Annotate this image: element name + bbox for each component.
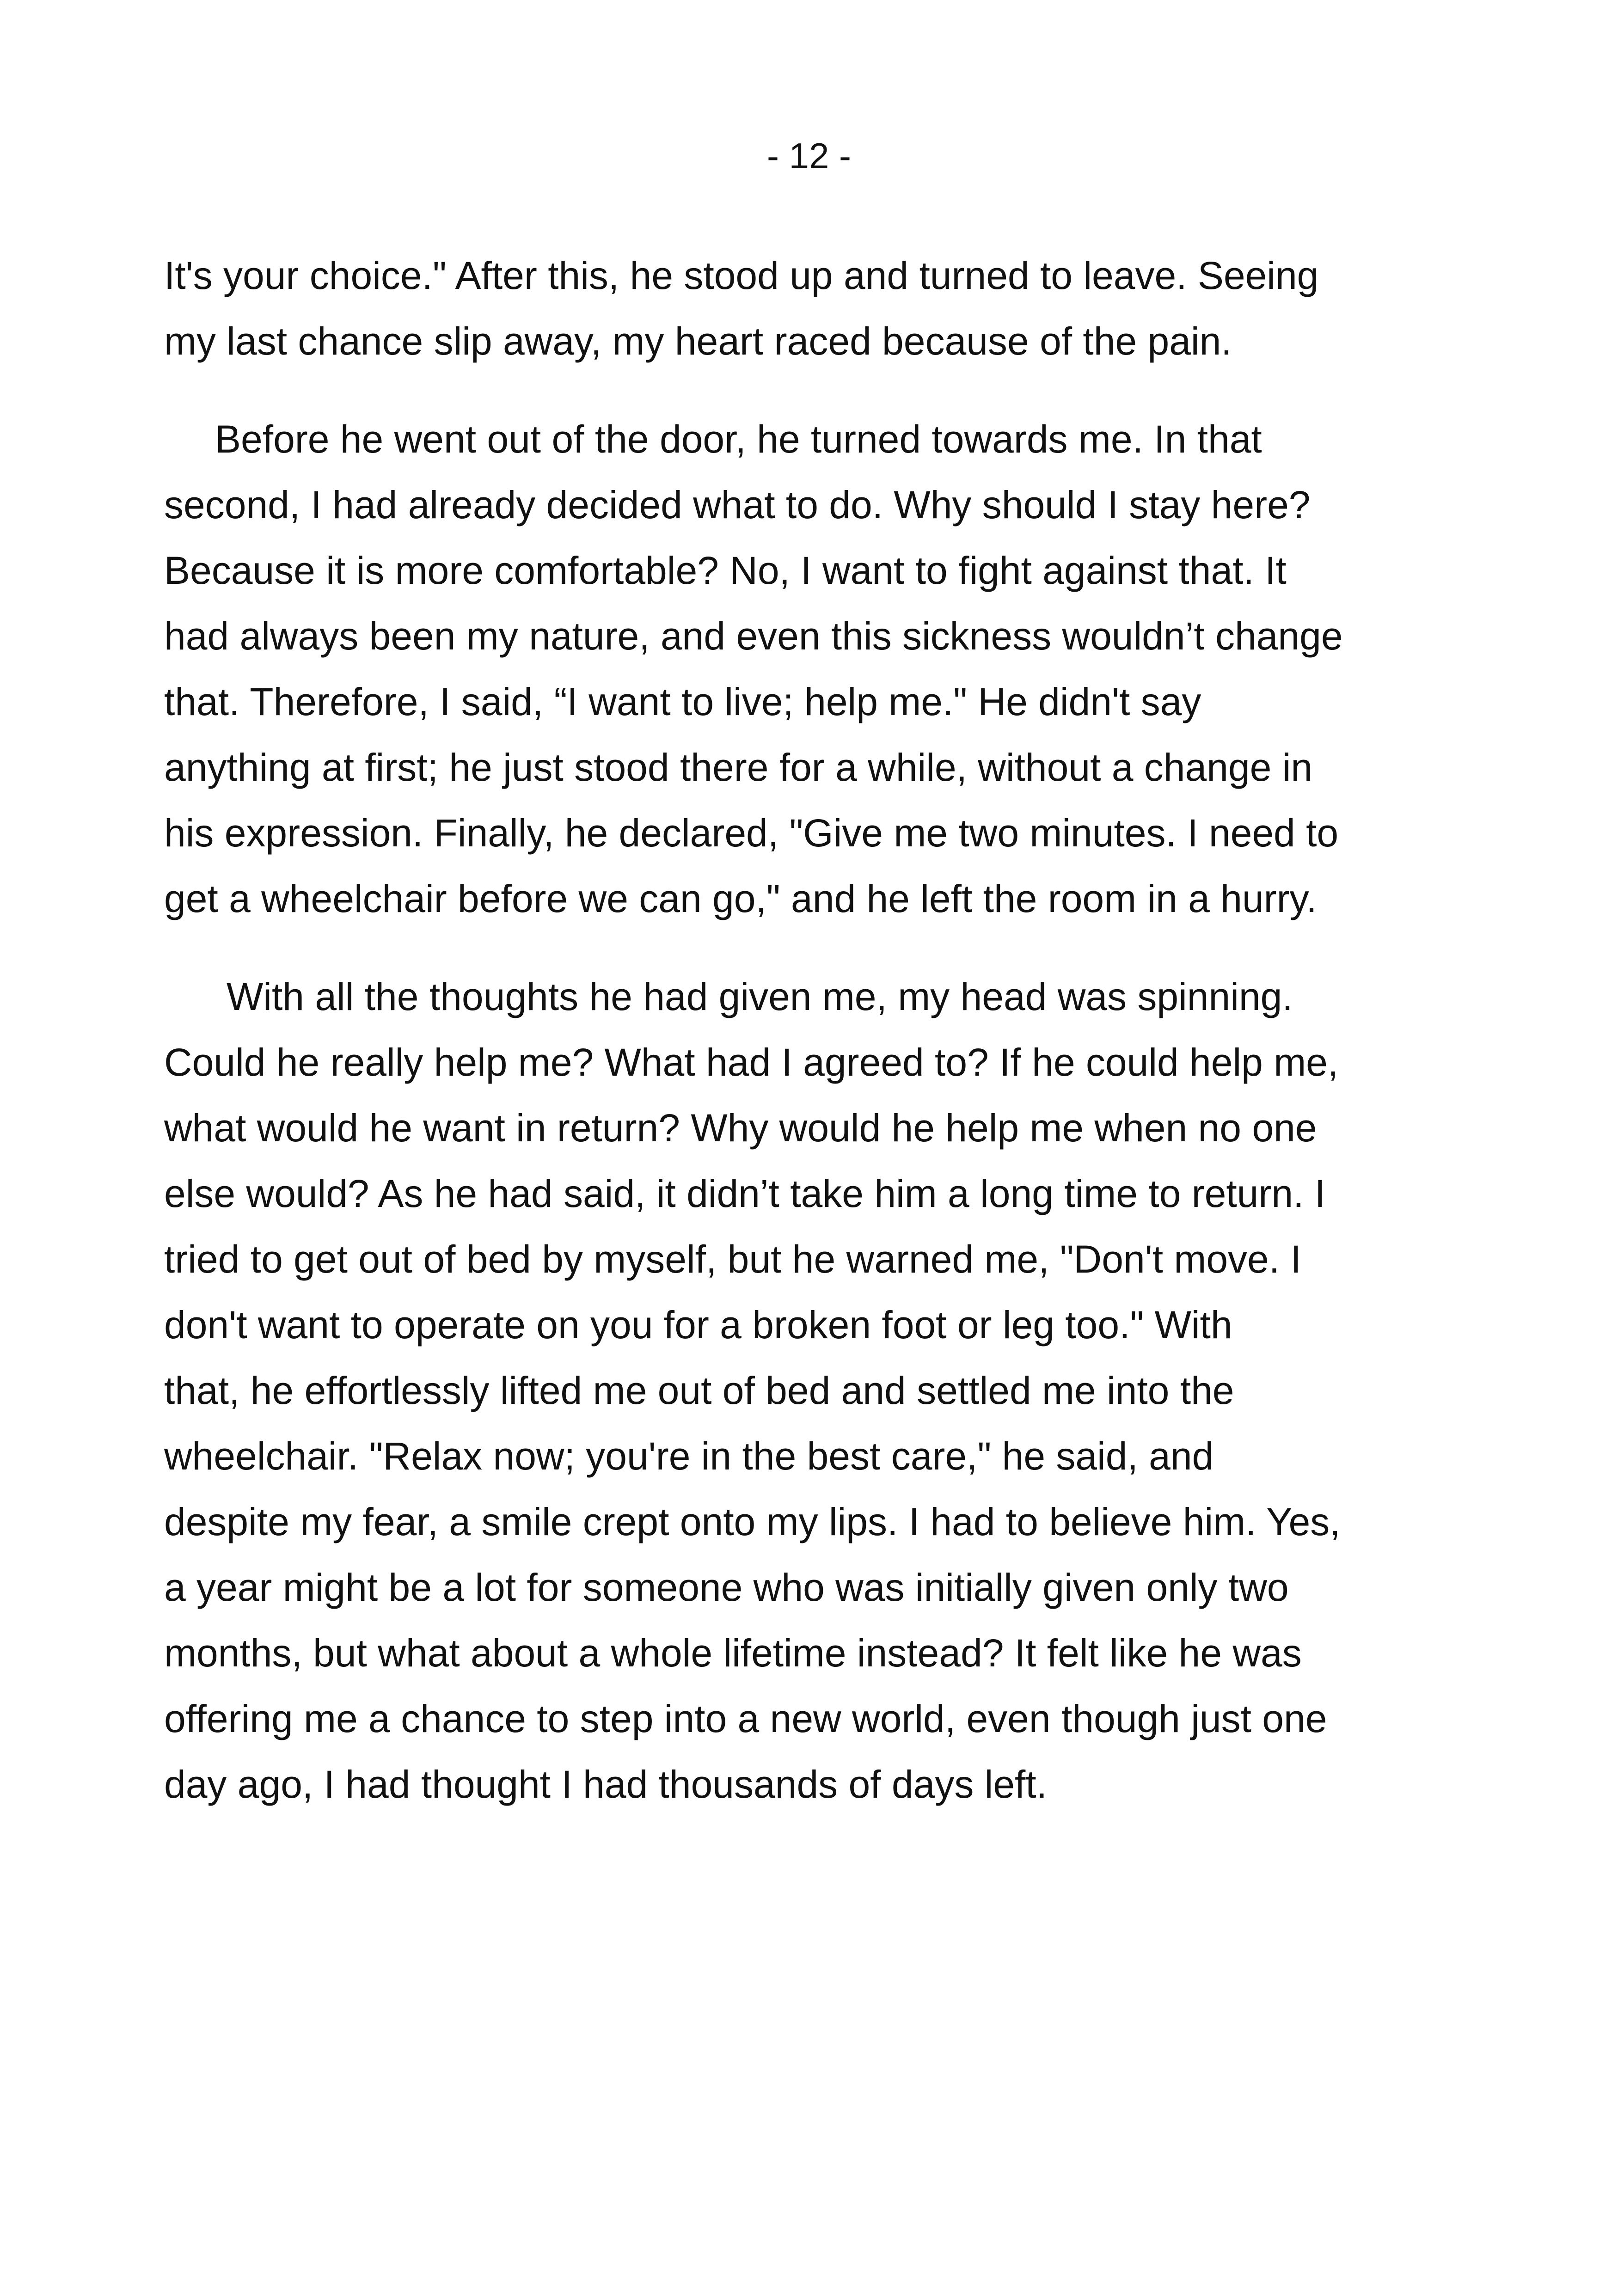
text-line: anything at first; he just stood there for a while, without a change in xyxy=(164,746,1313,789)
text-line: get a wheelchair before we can go," and he left the room in a hurry. xyxy=(164,877,1317,920)
text-line: despite my fear, a smile crept onto my lips. I had to believe him. Yes, xyxy=(164,1500,1341,1543)
text-line: It's your choice." After this, he stood up and turned to leave. Seeing xyxy=(164,254,1319,297)
text-line: second, I had already decided what to do. Why should I stay here? xyxy=(164,483,1311,527)
text-line: wheelchair. "Relax now; you're in the best care," he said, and xyxy=(164,1434,1214,1478)
text-line: day ago, I had thought I had thousands of days left. xyxy=(164,1763,1048,1806)
text-line: With all the thoughts he had given me, my head was spinning. xyxy=(227,975,1293,1018)
text-line: Could he really help me? What had I agreed to? If he could help me, xyxy=(164,1041,1339,1084)
text-line: what would he want in return? Why would he help me when no one xyxy=(164,1106,1317,1150)
text-line: his expression. Finally, he declared, "Give me two minutes. I need to xyxy=(164,811,1339,855)
text-line: Because it is more comfortable? No, I want to fight against that. It xyxy=(164,549,1287,592)
text-line: that. Therefore, I said, “I want to live; help me." He didn't say xyxy=(164,680,1201,723)
text-line: tried to get out of bed by myself, but he warned me, "Don't move. I xyxy=(164,1237,1301,1281)
body-text xyxy=(164,243,1463,1817)
text-line: a year might be a lot for someone who was initially given only two xyxy=(164,1566,1289,1609)
paragraph-3 xyxy=(164,964,1463,1817)
paragraph-2 xyxy=(164,406,1463,931)
text-line: Before he went out of the door, he turned towards me. In that xyxy=(215,417,1262,461)
paragraph-1 xyxy=(164,243,1463,374)
text-line: months, but what about a whole lifetime instead? It felt like he was xyxy=(164,1631,1302,1675)
text-line: offering me a chance to step into a new world, even though just one xyxy=(164,1697,1327,1740)
text-line: had always been my nature, and even this sickness wouldn’t change xyxy=(164,614,1343,658)
text-line: that, he effortlessly lifted me out of bed and settled me into the xyxy=(164,1369,1234,1412)
text-line: my last chance slip away, my heart raced because of the pain. xyxy=(164,319,1232,363)
text-line: don't want to operate on you for a broken foot or leg too." With xyxy=(164,1303,1232,1347)
text-line: else would? As he had said, it didn’t take him a long time to return. I xyxy=(164,1172,1326,1215)
page-number: - 12 - xyxy=(766,135,852,176)
